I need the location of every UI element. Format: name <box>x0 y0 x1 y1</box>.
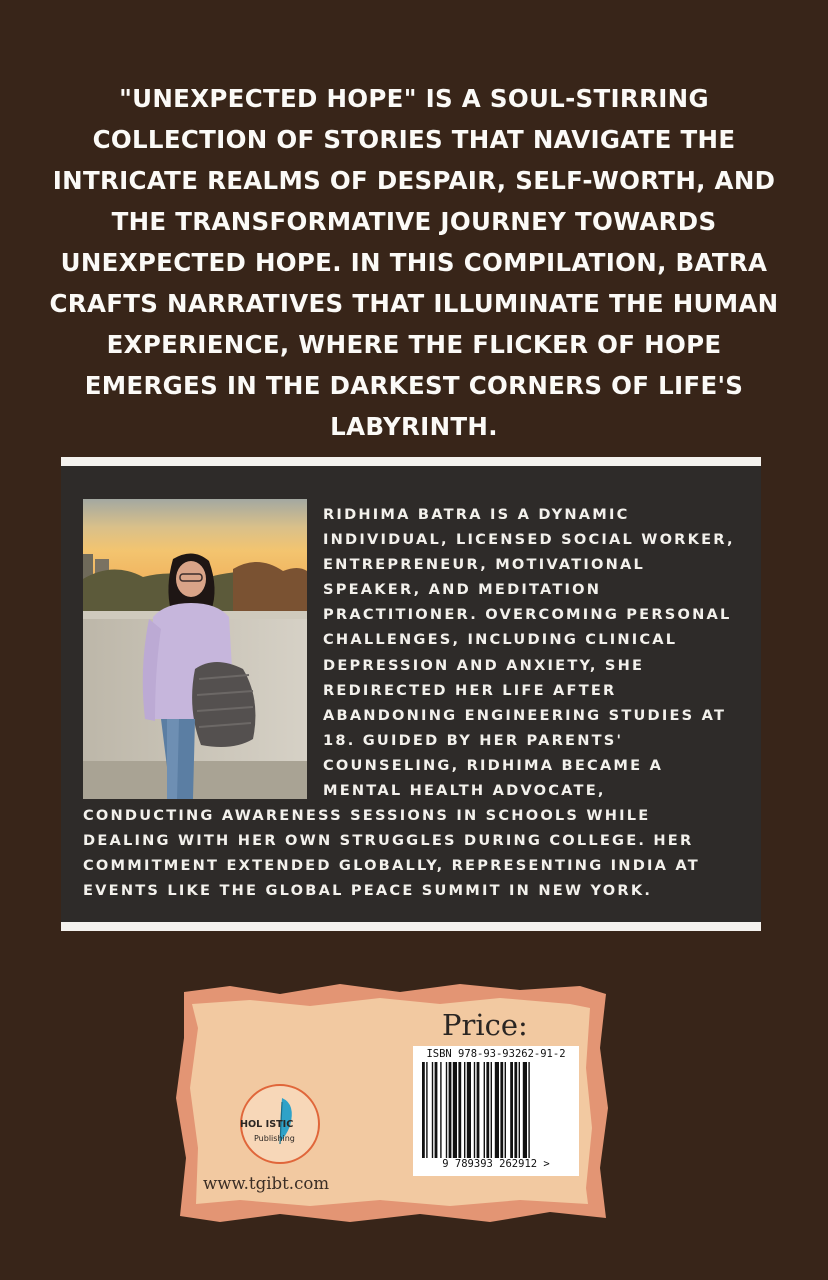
author-bio-text-bottom: CONDUCTING AWARENESS SESSIONS IN SCHOOLS WHILE DEALING WITH HER OWN STRUGGLES DURING COLLEGE. HER COMMITMENT EXTENDED GLOBALLY, REPRESENTING INDIA AT EVENTS LIKE THE GLOBAL PEACE SUMMIT IN NEW YORK. <box>83 807 700 900</box>
barcode-digits: 9 789393 262912 > <box>442 1158 550 1170</box>
author-photo <box>83 499 307 799</box>
publisher-logo <box>238 1082 322 1166</box>
publisher-website[interactable]: www.tgibt.com <box>203 1174 330 1193</box>
publisher-logo-subtitle: Publishing <box>254 1134 295 1143</box>
publisher-logo-name: HOL ISTIC <box>240 1119 294 1130</box>
author-bio-panel <box>61 457 761 931</box>
isbn-barcode <box>413 1046 579 1176</box>
isbn-number: ISBN 978-93-93262-91-2 <box>426 1048 566 1060</box>
barcode-bars <box>416 1062 576 1158</box>
back-cover-blurb: "UNEXPECTED HOPE" IS A SOUL-STIRRING COLLECTION OF STORIES THAT NAVIGATE THE INTRICATE REALMS OF DESPAIR, SELF-WORTH, AND THE TRANSFORMATIVE JOURNEY TOWARDS UNEXPECTED HOPE. IN THIS COMPILATION, BATRA CRAFTS NARRATIVES THAT ILLUMINATE THE HUMAN EXPERIENCE, WHERE THE FLICKER OF HOPE EMERGES IN THE DARKEST CORNERS OF LIFE'S LABYRINTH. <box>49 84 779 441</box>
price-card <box>170 978 614 1226</box>
price-label: Price: <box>442 1008 528 1042</box>
author-bio-text-top: RIDHIMA BATRA IS A DYNAMIC INDIVIDUAL, LICENSED SOCIAL WORKER, ENTREPRENEUR, MOTIVATIONAL SPEAKER, AND MEDITATION PRACTITIONER. OVERCOMING PERSONAL CHALLENGES, INCLUDING CLINICAL DEPRESSION AND ANXIETY, SHE REDIRECTED HER LIFE AFTER ABANDONING ENGINEERING STUDIES AT 18. GUIDED BY HER PARENTS' COUNSELING, RIDHIMA BECAME A MENTAL HEALTH ADVOCATE, <box>323 506 735 800</box>
